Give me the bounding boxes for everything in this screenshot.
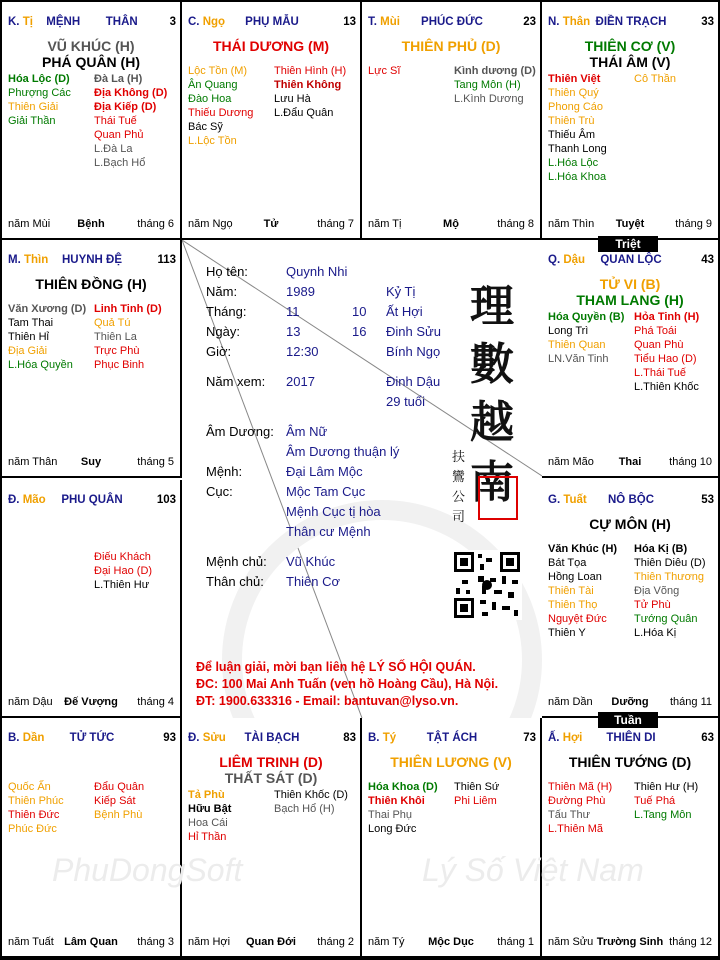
palace-number: 73: [523, 732, 536, 744]
footer-year: năm Dần: [548, 696, 593, 708]
minor-star: Hỏa Tinh (H): [634, 311, 700, 323]
menhchu-value: Vũ Khúc: [286, 554, 336, 569]
minor-stars-right: [454, 64, 536, 106]
palace-header: [548, 254, 714, 270]
minor-star: Thanh Long: [548, 143, 607, 155]
minor-stars-right: [454, 780, 499, 808]
contact-line-2: ĐC: 100 Mai Anh Tuấn (ven hồ Hoàng Cầu), Hà Nội.: [196, 677, 499, 691]
footer-stage: Dưỡng: [611, 696, 649, 708]
minor-stars-left: [8, 72, 71, 128]
minor-stars-right: [274, 788, 348, 816]
minor-star: Thiên Việt: [548, 73, 601, 85]
minor-stars-left: [368, 780, 438, 836]
minor-stars-right: [634, 72, 676, 86]
calligraphy-char-4: 南: [470, 457, 514, 508]
palace-footer: [188, 936, 354, 950]
minor-star: Thiên Trù: [548, 115, 595, 127]
palace-footer: [8, 218, 174, 232]
minor-star: Thiên Hình (H): [274, 65, 347, 77]
minor-star: Quan Phù: [634, 339, 684, 351]
palace-branch: Q. Dậu: [548, 254, 586, 266]
palace-branch: K. Tị: [8, 16, 33, 28]
minor-star: Thiên Hư (H): [634, 781, 699, 793]
name-label: Họ tên:: [206, 264, 248, 279]
main-star: THIÊN CƠ (V): [584, 38, 676, 54]
main-star: THẤT SÁT (D): [224, 770, 318, 786]
day-value: 13: [286, 324, 301, 339]
footer-month: tháng 6: [137, 218, 174, 230]
palace-branch: C. Ngọ: [188, 16, 226, 28]
palace-cell-ngo: [182, 2, 362, 240]
footer-year: năm Dậu: [8, 696, 53, 708]
hour-label: Giờ:: [206, 344, 232, 359]
minor-stars-right: [634, 780, 698, 822]
minor-star: Phong Cáo: [548, 101, 604, 113]
minor-star: Thiên Mã (H): [548, 781, 613, 793]
palace-branch: Đ. Sửu: [188, 732, 226, 744]
minor-star: Tử Phù: [634, 599, 671, 611]
minor-star: Tam Thai: [8, 317, 54, 329]
tuan-tag: Tuần: [598, 712, 658, 728]
minor-star: Hoa Cái: [188, 817, 228, 829]
minor-star: Bát Tọa: [548, 557, 587, 569]
minor-stars-left: [548, 542, 617, 640]
minor-stars-right: [94, 302, 162, 372]
minor-star: Đào Hoa: [188, 93, 232, 105]
footer-month: tháng 10: [669, 456, 712, 468]
minor-star: Bệnh Phù: [94, 809, 143, 821]
minor-star: L.Hóa Lộc: [548, 157, 599, 169]
minor-stars-left: [8, 780, 64, 836]
minor-star: Thiếu Âm: [548, 129, 596, 141]
minor-star: Thiên Giải: [8, 101, 59, 113]
minor-star: Thiên Thương: [634, 571, 705, 583]
footer-stage: Quan Đới: [246, 936, 296, 948]
minor-star: Văn Xương (D): [8, 303, 87, 315]
minor-star: Hữu Bật: [188, 803, 232, 815]
minor-star: Thiên Khôi: [368, 795, 425, 807]
triet-tag: Triệt: [598, 236, 658, 252]
palace-branch: Đ. Mão: [8, 494, 46, 506]
palace-header: [8, 732, 176, 748]
footer-stage: Đế Vượng: [64, 696, 118, 708]
minor-star: Đà La (H): [94, 73, 143, 85]
minor-star: Thiên Đức: [8, 809, 60, 821]
footer-year: năm Mão: [548, 456, 594, 468]
main-star: THIÊN ĐỒNG (H): [35, 276, 147, 292]
year-label: Năm:: [206, 284, 238, 299]
minor-star: Đẩu Quân: [94, 781, 145, 793]
minor-star: Nguyệt Đức: [548, 613, 607, 625]
menhchu-label: Mệnh chủ:: [206, 554, 267, 569]
minor-star: L.Đà La: [94, 143, 133, 155]
minor-stars-left: [548, 310, 624, 366]
minor-star: Tang Môn (H): [454, 79, 521, 91]
minor-star: Quan Phủ: [94, 129, 144, 141]
minor-stars-left: [188, 788, 231, 844]
calligraphy-small-4: 司: [452, 510, 466, 525]
minor-star: Thiên Khốc (D): [274, 789, 348, 801]
palace-cell-ty: [362, 718, 542, 958]
calligraphy-small-3: 公: [452, 490, 466, 505]
palace-branch: Ấ. Hợi: [548, 732, 583, 744]
palace-cell-mui: [362, 2, 542, 240]
palace-name: PHÚC ĐỨC: [421, 16, 483, 28]
minor-star: Phá Toái: [634, 325, 677, 337]
month-can: Ất Hợi: [386, 304, 423, 319]
minor-star: L.Lộc Tồn: [188, 135, 237, 147]
main-star: THIÊN TƯỚNG (D): [568, 754, 692, 770]
palace-footer: [548, 456, 712, 470]
palace-name: ĐIỀN TRẠCH: [595, 16, 667, 28]
main-star: CỰ MÔN (H): [589, 516, 671, 532]
palace-footer: [368, 936, 534, 950]
footer-month: tháng 7: [317, 218, 354, 230]
minor-star: Thiên Quan: [548, 339, 606, 351]
palace-header: [548, 16, 714, 32]
minor-star: Lực Sĩ: [368, 65, 401, 77]
minor-stars-left: [188, 64, 253, 148]
palace-name: HUYNH ĐỆ: [61, 254, 123, 266]
palace-header: [548, 732, 714, 748]
minor-star: Tuế Phá: [634, 795, 676, 807]
main-star: THÁI DƯƠNG (M): [212, 38, 330, 54]
calligraphy-small-2: 鸞: [452, 470, 466, 485]
minor-star: Tướng Quân: [634, 613, 698, 625]
palace-number: 33: [701, 16, 714, 28]
minor-star: Cô Thần: [634, 73, 676, 85]
footer-month: tháng 2: [317, 936, 354, 948]
palace-number: 113: [157, 254, 176, 266]
minor-stars-right: [634, 310, 699, 394]
palace-footer: [368, 218, 534, 232]
minor-star: L.Hóa Quyền: [8, 359, 73, 371]
minor-star: Thiên Sứ: [454, 781, 500, 793]
footer-stage: Lâm Quan: [64, 936, 118, 948]
footer-year: năm Sửu: [548, 936, 594, 948]
minor-star: L.Hóa Khoa: [548, 171, 607, 183]
minor-star: Ân Quang: [188, 79, 238, 91]
footer-year: năm Tý: [368, 936, 405, 948]
minor-star: Linh Tinh (D): [94, 303, 162, 315]
month-label: Tháng:: [206, 304, 247, 319]
minor-star: Lộc Tồn (M): [188, 65, 248, 77]
minor-star: L.Bạch Hổ: [94, 157, 146, 169]
palace-name: NÔ BỘC: [608, 494, 654, 506]
minor-star: Thiên Hỉ: [8, 331, 49, 343]
minor-star: Bạch Hổ (H): [274, 803, 335, 815]
contact-line-1: Để luận giải, mời bạn liên hệ LÝ SỐ HỘI QUÁN.: [196, 660, 476, 674]
palace-header: [188, 732, 356, 748]
palace-footer: [8, 456, 174, 470]
amduong-label: Âm Dương:: [206, 424, 274, 439]
palace-name: PHU QUÂN: [61, 494, 123, 506]
footer-month: tháng 4: [137, 696, 174, 708]
minor-star: Đại Hao (D): [94, 565, 153, 577]
main-star: THAM LANG (H): [576, 292, 684, 308]
thanchu-label: Thân chủ:: [206, 574, 264, 589]
menh-label: Mệnh:: [206, 464, 243, 479]
palace-name: PHỤ MẪU: [245, 16, 299, 28]
palace-cell-dau: [542, 240, 720, 478]
year-value: 1989: [286, 284, 315, 299]
palace-name: TẬT ÁCH: [426, 732, 478, 744]
palace-number: 63: [701, 732, 714, 744]
calligraphy-char-1: 理: [470, 281, 514, 332]
footer-month: tháng 5: [137, 456, 174, 468]
minor-stars-right: [94, 550, 152, 592]
watermark-right: Lý Số Việt Nam: [422, 852, 644, 888]
palace-name: TỬ TỨC: [69, 732, 115, 744]
day-can: Đinh Sửu: [386, 324, 441, 339]
minor-star: Long Đức: [368, 823, 417, 835]
palace-footer: [548, 936, 712, 950]
calligraphy-small-1: 扶: [452, 450, 466, 465]
minor-star: Hóa Quyền (B): [548, 311, 625, 323]
palace-number: 3: [169, 16, 176, 28]
palace-cell-suu: [182, 718, 362, 958]
minor-star: Địa Giải: [8, 345, 48, 357]
minor-stars-left: [548, 780, 612, 836]
minor-star: Thiên Phúc: [8, 795, 64, 807]
main-star: VŨ KHÚC (H): [47, 38, 135, 54]
palace-footer: [548, 218, 712, 232]
minor-star: Hóa Khoa (D): [368, 781, 438, 793]
amduong-1: Âm Nữ: [286, 424, 328, 439]
palace-name: QUAN LỘC: [600, 254, 662, 266]
calligraphy-char-2: 數: [470, 339, 514, 390]
watermark-left: PhuDongSoft: [52, 852, 243, 888]
palace-header: [8, 494, 176, 510]
minor-star: Thiên Quý: [548, 87, 599, 99]
month-value: 11: [286, 304, 300, 319]
palace-header: [8, 254, 176, 270]
footer-stage: Bệnh: [77, 218, 105, 230]
main-star: THÁI ÂM (V): [589, 54, 671, 70]
minor-stars-left: [548, 72, 607, 184]
main-star: TỬ VI (B): [599, 276, 661, 292]
amduong-2: Âm Dương thuận lý: [286, 444, 400, 459]
main-star: THIÊN LƯƠNG (V): [390, 754, 512, 770]
palace-cell-than: [542, 2, 720, 240]
minor-star: Thiên Thọ: [548, 599, 598, 611]
minor-star: L.Hóa Kị: [634, 627, 677, 639]
cuc-2: Mệnh Cục tị hòa: [286, 504, 381, 519]
palace-cell-ti: [2, 2, 182, 240]
minor-star: L.Thiên Khốc: [634, 381, 699, 393]
minor-stars-right: [634, 542, 706, 640]
palace-header: [368, 732, 536, 748]
footer-year: năm Hợi: [188, 936, 231, 948]
palace-cell-tuat: [542, 480, 720, 718]
palace-footer: [548, 696, 712, 710]
qr-code-icon: [452, 550, 522, 620]
footer-year: năm Tuất: [8, 936, 54, 948]
minor-star: Điếu Khách: [94, 551, 151, 563]
minor-star: Trực Phù: [94, 345, 140, 357]
minor-star: Lưu Hà: [274, 93, 311, 105]
cuc-3: Thân cư Mệnh: [286, 524, 371, 539]
minor-star: Thái Tuế: [94, 115, 137, 127]
footer-year: năm Thân: [8, 456, 58, 468]
minor-star: L.Tang Môn: [634, 809, 692, 821]
name-value: Quynh Nhi: [286, 264, 348, 279]
footer-year: năm Tị: [368, 218, 402, 230]
minor-star: Quốc Ấn: [8, 781, 51, 793]
cuc-1: Mộc Tam Cục: [286, 484, 366, 499]
footer-month: tháng 8: [497, 218, 534, 230]
main-star: PHÁ QUÂN (H): [42, 54, 140, 70]
minor-star: Thiếu Dương: [188, 107, 254, 119]
minor-star: Đường Phù: [548, 795, 606, 807]
palace-cell-thin: [2, 240, 182, 478]
palace-name: TÀI BẠCH: [244, 732, 300, 744]
red-seal-icon: [478, 476, 518, 520]
palace-cell-hoi: [542, 718, 720, 958]
palace-number: 93: [163, 732, 176, 744]
palace-number: 103: [156, 494, 176, 506]
minor-star: L.Thiên Hư: [94, 579, 150, 591]
palace-branch: G. Tuất: [548, 494, 587, 506]
minor-stars-right: [274, 64, 346, 120]
footer-stage: Mộc Dục: [428, 936, 474, 948]
minor-stars-right: [94, 72, 167, 170]
palace-branch: T. Mùi: [368, 16, 400, 28]
minor-star: Hóa Lộc (D): [8, 73, 70, 85]
palace-number: 13: [343, 16, 356, 28]
palace-branch: B. Dần: [8, 732, 45, 744]
palace-name: MỆNH THÂN: [46, 16, 138, 28]
footer-month: tháng 11: [669, 696, 712, 708]
day-lunar: 16: [352, 324, 367, 339]
cuc-label: Cục:: [206, 484, 233, 499]
footer-month: tháng 9: [675, 218, 712, 230]
palace-number: 53: [701, 494, 714, 506]
minor-star: Thiên Tài: [548, 585, 594, 597]
palace-footer: [8, 696, 174, 710]
minor-star: Kình dương (D): [454, 65, 536, 77]
day-label: Ngày:: [206, 324, 240, 339]
minor-star: Hồng Loan: [548, 571, 602, 583]
minor-star: Long Trì: [548, 325, 589, 337]
minor-star: Phục Binh: [94, 359, 145, 371]
minor-star: Quả Tú: [94, 317, 131, 329]
minor-star: Hóa Kị (B): [634, 543, 688, 555]
contact-line-3: ĐT: 1900.633316 - Email: bantuvan@lyso.vn.: [196, 694, 459, 708]
palace-number: 83: [343, 732, 356, 744]
minor-star: Địa Kiếp (D): [94, 101, 157, 113]
minor-star: Kiếp Sát: [94, 795, 136, 807]
minor-star: Địa Võng: [634, 585, 680, 597]
minor-star: Phượng Các: [8, 87, 71, 99]
minor-stars-left: [368, 64, 400, 78]
minor-star: L.Thiên Mã: [548, 823, 604, 835]
footer-month: tháng 3: [137, 936, 174, 948]
minor-star: Thiên Diêu (D): [634, 557, 706, 569]
view-year: 2017: [286, 374, 315, 389]
footer-stage: Tử: [263, 218, 279, 230]
minor-star: Thiên Không: [274, 79, 342, 91]
palace-footer: [188, 218, 354, 232]
view-year-can: Đinh Dậu: [386, 374, 441, 389]
year-can: Kỷ Tị: [386, 284, 416, 299]
footer-stage: Suy: [80, 456, 102, 468]
palace-name: THIÊN DI: [606, 732, 656, 744]
palace-branch: B. Tý: [368, 732, 397, 744]
palace-number: 43: [701, 254, 714, 266]
footer-month: tháng 1: [497, 936, 534, 948]
minor-star: L.Đẩu Quân: [274, 107, 334, 119]
footer-stage: Thai: [618, 456, 642, 468]
minor-star: L.Thái Tuế: [634, 367, 686, 379]
palace-cell-dan: [2, 718, 182, 958]
palace-header: [188, 16, 356, 32]
minor-star: LN.Văn Tinh: [548, 353, 609, 365]
palace-cell-mao: [2, 480, 182, 718]
footer-year: năm Thìn: [548, 218, 595, 230]
menh-value: Đại Lâm Mộc: [286, 464, 363, 479]
minor-star: Giải Thần: [8, 115, 56, 127]
footer-year: năm Ngọ: [188, 218, 233, 230]
palace-footer: [8, 936, 174, 950]
minor-star: Địa Không (D): [94, 87, 168, 99]
minor-star: Bác Sỹ: [188, 121, 223, 133]
footer-stage: Mộ: [443, 218, 459, 230]
center-info-panel: [182, 240, 542, 718]
footer-stage: Trường Sinh: [596, 936, 664, 948]
footer-stage: Tuyệt: [615, 218, 645, 230]
minor-star: Phúc Đức: [8, 823, 57, 835]
minor-star: Tấu Thư: [548, 809, 591, 821]
view-year-label: Năm xem:: [206, 374, 266, 389]
palace-header: [548, 494, 714, 510]
main-star: LIÊM TRINH (D): [219, 754, 323, 770]
minor-star: Hỉ Thần: [188, 831, 227, 843]
palace-branch: M. Thìn: [8, 254, 49, 266]
minor-stars-left: [8, 302, 86, 372]
hour-can: Bính Ngọ: [386, 344, 441, 359]
minor-stars-right: [94, 780, 144, 822]
minor-star: Tả Phù: [188, 789, 225, 801]
minor-star: Thai Phụ: [368, 809, 413, 821]
hour-value: 12:30: [286, 344, 319, 359]
footer-year: năm Mùi: [8, 218, 51, 230]
palace-header: [8, 16, 176, 32]
minor-star: Thiên La: [94, 331, 137, 343]
main-star: THIÊN PHỦ (D): [401, 38, 501, 54]
minor-star: Tiểu Hao (D): [634, 353, 697, 365]
calligraphy-char-3: 越: [470, 397, 514, 448]
palace-branch: N. Thân: [548, 16, 591, 28]
minor-star: Văn Khúc (H): [548, 543, 618, 555]
footer-month: tháng 12: [669, 936, 712, 948]
month-lunar: 10: [352, 304, 367, 319]
minor-star: Phi Liêm: [454, 795, 497, 807]
minor-star: L.Kình Dương: [454, 93, 524, 105]
minor-star: Thiên Y: [548, 627, 586, 639]
age: 29 tuổi: [386, 394, 426, 409]
palace-number: 23: [523, 16, 536, 28]
thanchu-value: Thiên Cơ: [286, 574, 341, 589]
palace-header: [368, 16, 536, 32]
